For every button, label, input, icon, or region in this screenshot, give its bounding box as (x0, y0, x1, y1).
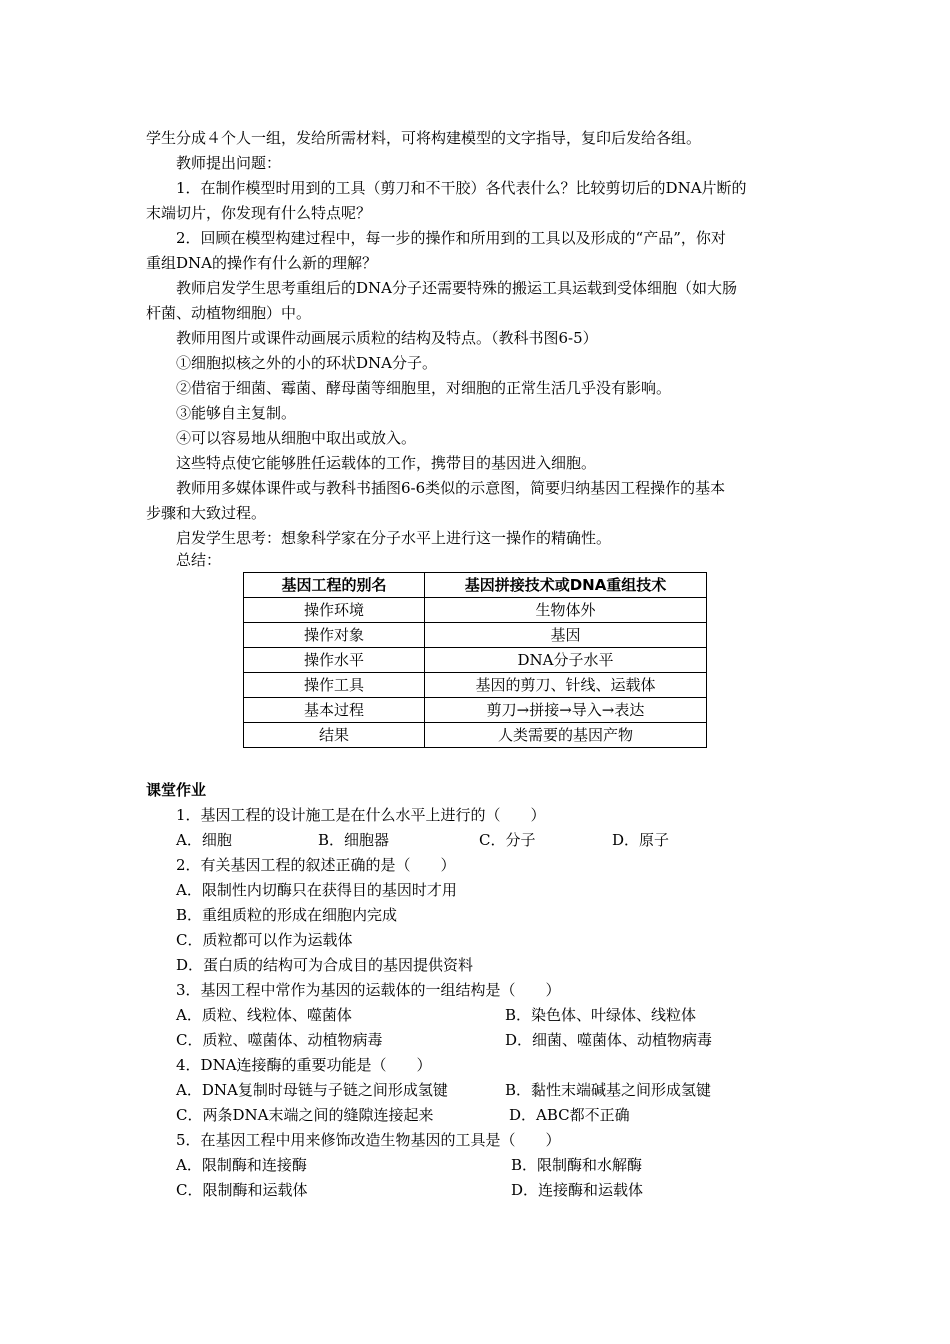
question: 4．DNA连接酶的重要功能是（ ） (176, 1056, 432, 1074)
table-cell: 基本过程 (244, 698, 425, 723)
question: 3．基因工程中常作为基因的运载体的一组结构是（ ） (176, 981, 561, 999)
paragraph: 步骤和大致过程。 (146, 504, 267, 522)
table-cell: 人类需要的基因产物 (425, 723, 707, 748)
option: C．质粒、噬菌体、动植物病毒 (176, 1031, 383, 1049)
question: 2．有关基因工程的叙述正确的是（ ） (176, 856, 456, 874)
summary-label: 总结： (176, 551, 222, 569)
table-header-cell: 基因拼接技术或DNA重组技术 (425, 573, 707, 598)
option: B．重组质粒的形成在细胞内完成 (176, 906, 398, 924)
option: D．原子 (612, 831, 670, 849)
paragraph: 这些特点使它能够胜任运载体的工作，携带目的基因进入细胞。 (176, 454, 597, 472)
feature-item: ①细胞拟核之外的小的环状DNA分子。 (176, 354, 437, 372)
option: B．细胞器 (318, 831, 390, 849)
option: D．连接酶和运载体 (511, 1181, 644, 1199)
table-row (244, 723, 707, 748)
table-row (244, 698, 707, 723)
paragraph: 重组DNA的操作有什么新的理解？ (146, 254, 377, 272)
paragraph: 学生分成４个人一组，发给所需材料，可将构建模型的文字指导，复印后发给各组。 (146, 129, 702, 147)
table-cell: 生物体外 (425, 598, 707, 623)
option: A．限制性内切酶只在获得目的基因时才用 (176, 881, 457, 899)
question: 1．基因工程的设计施工是在什么水平上进行的（ ） (176, 806, 546, 824)
table-cell: DNA分子水平 (425, 648, 707, 673)
table-cell: 基因 (425, 623, 707, 648)
table-cell: 操作环境 (244, 598, 425, 623)
option: C．质粒都可以作为运载体 (176, 931, 353, 949)
paragraph: 杆菌、动植物细胞）中。 (146, 304, 312, 322)
feature-item: ②借宿于细菌、霉菌、酵母菌等细胞里，对细胞的正常生活几乎没有影响。 (176, 379, 672, 397)
summary-table (243, 572, 707, 748)
table-cell: 基因的剪刀、针线、运载体 (425, 673, 707, 698)
table-row (244, 623, 707, 648)
option: D．蛋白质的结构可为合成目的基因提供资料 (176, 956, 474, 974)
paragraph: 启发学生思考：想象科学家在分子水平上进行这一操作的精确性。 (176, 529, 612, 547)
paragraph: 教师提出问题： (176, 154, 282, 172)
paragraph: 2．回顾在模型构建过程中，每一步的操作和所用到的工具以及形成的“产品”，你对 (176, 229, 726, 247)
table-header-row (244, 573, 707, 598)
question: 5．在基因工程中用来修饰改造生物基因的工具是（ ） (176, 1131, 561, 1149)
option: C．两条DNA末端之间的缝隙连接起来 (176, 1106, 434, 1124)
feature-item: ③能够自主复制。 (176, 404, 297, 422)
table-cell: 操作工具 (244, 673, 425, 698)
option: D．ABC都不正确 (509, 1106, 630, 1124)
option: A．质粒、线粒体、噬菌体 (176, 1006, 352, 1024)
option: A．细胞 (176, 831, 232, 849)
option: A．DNA复制时母链与子链之间形成氢键 (176, 1081, 448, 1099)
paragraph: 教师用多媒体课件或与教科书插图6-6类似的示意图，简要归纳基因工程操作的基本 (176, 479, 726, 497)
option: B．黏性末端碱基之间形成氢键 (505, 1081, 712, 1099)
feature-item: ④可以容易地从细胞中取出或放入。 (176, 429, 417, 447)
paragraph: 教师启发学生思考重组后的DNA分子还需要特殊的搬运工具运载到受体细胞（如大肠 (176, 279, 737, 297)
table-header-cell: 基因工程的别名 (244, 573, 425, 598)
option: D．细菌、噬菌体、动植物病毒 (505, 1031, 713, 1049)
option: C．限制酶和运载体 (176, 1181, 308, 1199)
table-cell: 结果 (244, 723, 425, 748)
table-cell: 剪刀→拼接→导入→表达 (425, 698, 707, 723)
table-row (244, 648, 707, 673)
section-heading: 课堂作业 (146, 781, 207, 799)
option: A．限制酶和连接酶 (176, 1156, 307, 1174)
table-row (244, 598, 707, 623)
paragraph: 教师用图片或课件动画展示质粒的结构及特点。（教科书图6-5） (176, 329, 598, 347)
option: B．限制酶和水解酶 (511, 1156, 643, 1174)
option: B．染色体、叶绿体、线粒体 (505, 1006, 697, 1024)
table-cell: 操作对象 (244, 623, 425, 648)
paragraph: 1．在制作模型时用到的工具（剪刀和不干胶）各代表什么？比较剪切后的DNA片断的 (176, 179, 747, 197)
table-cell: 操作水平 (244, 648, 425, 673)
table-row (244, 673, 707, 698)
paragraph: 末端切片，你发现有什么特点呢？ (146, 204, 372, 222)
option: C．分子 (479, 831, 536, 849)
